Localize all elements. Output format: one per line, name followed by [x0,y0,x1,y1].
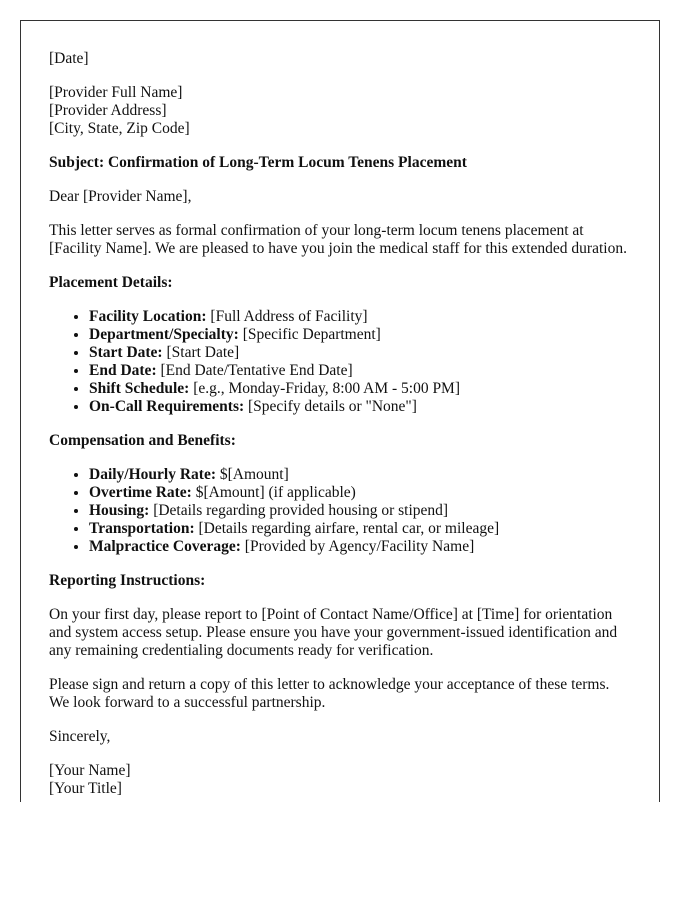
recipient-name: [Provider Full Name] [49,84,183,101]
list-item: • Overtime Rate: $[Amount] (if applicable) [89,484,631,502]
signature-block [49,762,631,798]
reporting-heading: Reporting Instructions: [49,572,206,589]
list-item: • Housing: [Details regarding provided housing or stipend] [89,502,631,520]
reporting-paragraph: On your first day, please report to [Point of Contact Name/Office] at [Time] for orientation and system access setup. Please ensure you have your government-issued identification and any remaining credentialing documents ready for verification. [49,606,618,659]
list-item: • Shift Schedule: [e.g., Monday-Friday, 8:00 AM - 5:00 PM] [89,380,631,398]
compensation-heading: Compensation and Benefits: [49,432,236,449]
list-item: • Malpractice Coverage: [Provided by Agency/Facility Name] [89,538,631,556]
closing: Sincerely, [49,728,111,745]
list-item: • Facility Location: [Full Address of Facility] [89,308,631,326]
letter-page [20,20,660,802]
placement-heading: Placement Details: [49,274,173,291]
intro-paragraph: This letter serves as formal confirmation of your long-term locum tenens placement at [Facility Name]. We are pleased to have you join the medical staff for this extended duration. [49,222,627,257]
closing-paragraph: Please sign and return a copy of this letter to acknowledge your acceptance of these terms. We look forward to a successful partnership. [49,676,610,711]
list-item: • End Date: [End Date/Tentative End Date] [89,362,631,380]
list-item: • Transportation: [Details regarding airfare, rental car, or mileage] [89,520,631,538]
recipient-address: [Provider Address] [49,102,167,119]
salutation: Dear [Provider Name], [49,188,192,205]
subject-line: Subject: Confirmation of Long-Term Locum Tenens Placement [49,154,467,171]
recipient-city: [City, State, Zip Code] [49,120,190,137]
placement-list [49,308,631,416]
date: [Date] [49,50,89,67]
list-item: • Start Date: [Start Date] [89,344,631,362]
recipient-block [49,84,631,138]
list-item: • On-Call Requirements: [Specify details or "None"] [89,398,631,416]
list-item: • Department/Specialty: [Specific Department] [89,326,631,344]
list-item: • Daily/Hourly Rate: $[Amount] [89,466,631,484]
signer-name: [Your Name] [49,762,131,779]
compensation-list [49,466,631,556]
signer-title: [Your Title] [49,780,122,797]
letter-content [21,21,659,798]
